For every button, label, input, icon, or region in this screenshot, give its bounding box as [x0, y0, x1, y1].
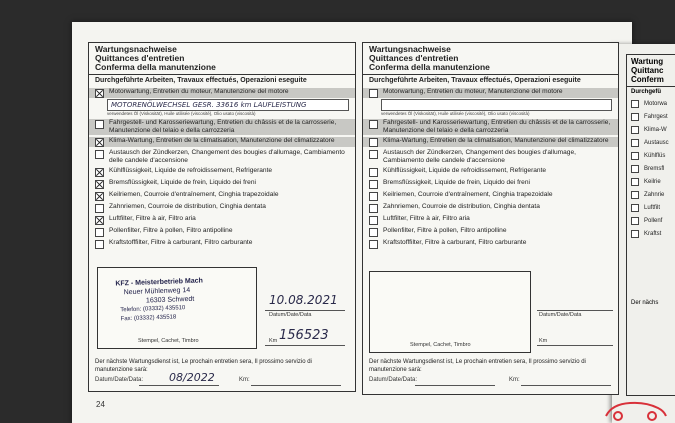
checkbox-icon[interactable]: [369, 216, 378, 225]
checkbox-icon: [631, 178, 639, 186]
edge-intro: Durchgefü: [631, 89, 661, 95]
card-title-de: Wartungsnachweise: [95, 44, 177, 54]
checkbox-icon[interactable]: [369, 240, 378, 249]
checklist-item[interactable]: [363, 137, 618, 147]
edge-item-label: Keilrie: [644, 178, 661, 185]
maintenance-card-blank: [362, 42, 619, 395]
edge-title-1: Wartung: [631, 57, 664, 66]
edge-item-label: Fahrgest: [644, 113, 668, 120]
checkbox-icon[interactable]: [369, 138, 378, 147]
edge-item-label: Austausc: [644, 139, 669, 146]
checklist-item-label: Pollenfilter, Filtre à pollen, Filtro antipolline: [383, 227, 507, 234]
checklist-item[interactable]: [363, 215, 618, 225]
checklist-item[interactable]: [89, 88, 355, 98]
checkbox-icon: [631, 139, 639, 147]
mileage: 156523: [279, 328, 329, 343]
booklet-right-page-edge: [612, 44, 675, 423]
checklist-item[interactable]: [363, 88, 618, 98]
workshop-stamp: [115, 276, 204, 324]
checklist-item[interactable]: [89, 239, 355, 249]
checklist-item[interactable]: [363, 167, 618, 177]
next-service-note: Der nächste Wartungsdienst ist, Le prochain entretien sera, Il prossimo servizio di manutenzione sarà:: [95, 359, 312, 373]
card-header: [363, 43, 618, 75]
edge-checklist-item: [627, 123, 675, 136]
card-title-it: Conferma della manutenzione: [95, 62, 216, 72]
checkbox-icon[interactable]: [95, 180, 104, 189]
checklist-item[interactable]: [89, 191, 355, 201]
edge-item-label: Zahnrie: [644, 191, 665, 198]
edge-item-label: Motorwa: [644, 100, 668, 107]
checkbox-icon[interactable]: [369, 89, 378, 98]
checkbox-icon[interactable]: [369, 204, 378, 213]
checklist-item-label: Pollenfilter, Filtre à pollen, Filtro antipolline: [109, 227, 233, 234]
edge-item-label: Kühlflüs: [644, 152, 666, 159]
edge-item-list: [627, 97, 675, 240]
km-label: Km: [269, 338, 278, 344]
checklist-item[interactable]: [89, 227, 355, 237]
edge-checklist-item: [627, 227, 675, 240]
checkbox-icon[interactable]: [369, 150, 378, 159]
checkbox-icon[interactable]: [369, 192, 378, 201]
checkbox-icon[interactable]: [369, 120, 378, 129]
car-logo-icon: [600, 394, 670, 422]
checkbox-icon: [631, 126, 639, 134]
checklist-item-label: Keilriemen, Courroie d'entraînement, Cinghia trapezoidale: [109, 191, 279, 198]
checklist-item[interactable]: [363, 239, 618, 249]
checkbox-icon[interactable]: [95, 240, 104, 249]
checklist-item-label: Zahnriemen, Courroie de distribution, Cinghia dentata: [383, 203, 540, 210]
checkbox-icon[interactable]: [95, 89, 104, 98]
checklist-item[interactable]: [363, 191, 618, 201]
checklist-item-label: Keilriemen, Courroie d'entraînement, Cinghia trapezoidale: [383, 191, 553, 198]
checklist-item[interactable]: [89, 137, 355, 147]
checklist-item-label: Klima-Wartung, Entretien de la climatisation, Manutenzione del climatizzatore: [109, 137, 335, 144]
checklist-item[interactable]: [363, 149, 618, 165]
checklist-item-label: Fahrgestell- und Karosseriewartung, Entretien du châssis et de la carrosserie, Manutenzione del telaio e della carrozzeria: [383, 119, 611, 134]
checkbox-icon: [631, 204, 639, 212]
checkbox-icon: [631, 165, 639, 173]
checklist-item[interactable]: [89, 179, 355, 189]
checklist-item-label: Kraftstofffilter, Filtre à carburant, Filtro carburante: [383, 239, 527, 246]
stamp-line-5: Fax: (03332) 435518: [120, 314, 177, 323]
checklist-item-label: Klima-Wartung, Entretien de la climatisation, Manutenzione del climatizzatore: [383, 137, 609, 144]
next-km-label: Km:: [509, 377, 520, 383]
oil-entry-field: MOTORENÖLWECHSEL GESR. 33616 km LAUFLEISTUNG: [107, 99, 349, 111]
edge-footer: Der nächs: [631, 300, 659, 306]
checkbox-icon[interactable]: [95, 228, 104, 237]
checkbox-icon[interactable]: [369, 168, 378, 177]
checklist-item-label: Motorwartung, Entretien du moteur, Manutenzione del motore: [383, 88, 563, 95]
date-label: Datum/Date/Data: [539, 312, 582, 318]
checkbox-icon: [631, 191, 639, 199]
checklist-item[interactable]: [89, 203, 355, 213]
checkbox-icon: [631, 217, 639, 225]
stamp-area: [97, 267, 257, 349]
stamp-line-4: Telefon: (03332) 435510: [120, 305, 186, 314]
oil-viscosity-note: verwendetes Öl (Viskosität), Huile utilisée (viscosité), Olio usato (viscosità): [381, 111, 530, 116]
checklist-item-label: Fahrgestell- und Karosseriewartung, Entretien du châssis et de la carrosserie, Manutenzione del telaio e della carrozzeria: [109, 119, 337, 134]
checkbox-icon[interactable]: [95, 138, 104, 147]
next-date-label: Datum/Date/Data:: [95, 377, 144, 383]
checklist-item[interactable]: [89, 149, 355, 165]
checklist: [363, 88, 618, 249]
checklist-item-label: Motorwartung, Entretien du moteur, Manutenzione del motore: [109, 88, 289, 95]
checkbox-icon[interactable]: [95, 192, 104, 201]
edge-title-2: Quittanc: [631, 66, 664, 75]
checkbox-icon: [631, 113, 639, 121]
stamp-line-2: Neuer Mühlenweg 14: [123, 286, 191, 297]
checklist-item-label: Bremsflüssigkeit, Liquide de frein, Liquido dei freni: [383, 179, 530, 186]
edge-item-label: Klima-W: [644, 126, 667, 133]
edge-checklist-item: [627, 214, 675, 227]
card-title-fr: Quittances d'entretien: [369, 53, 459, 63]
checklist-item-label: Kühlflüssigkeit, Liquide de refroidissement, Refrigerante: [109, 167, 273, 174]
checklist-item-label: Kühlflüssigkeit, Liquide de refroidissement, Refrigerante: [383, 167, 547, 174]
checklist-item-label: Luftfilter, Filtre à air, Filtro aria: [109, 215, 196, 222]
checkbox-icon[interactable]: [95, 204, 104, 213]
checklist-item[interactable]: [89, 119, 355, 135]
next-service-note: Der nächste Wartungsdienst ist, Le prochain entretien sera, Il prossimo servizio di manutenzione sarà:: [369, 359, 586, 373]
card-title-de: Wartungsnachweise: [369, 44, 451, 54]
stamp-line-1: KFZ - Meisterbetrieb Mach: [115, 277, 203, 288]
edge-checklist-item: [627, 149, 675, 162]
next-km-label: Km:: [239, 377, 250, 383]
service-date: 10.08.2021: [269, 293, 338, 307]
stamp-caption: Stempel, Cachet, Timbro: [410, 342, 471, 348]
oil-viscosity-note: verwendetes Öl (Viskosität), Huile utilisée (viscosité), Olio usato (viscosità): [107, 111, 256, 116]
oil-entry-field: [381, 99, 612, 111]
stamp-line-3: 16303 Schwedt: [145, 295, 195, 305]
stamp-caption: Stempel, Cachet, Timbro: [138, 338, 199, 344]
checklist-item[interactable]: [363, 203, 618, 213]
checklist-item-label: Luftfilter, Filtre à air, Filtro aria: [383, 215, 470, 222]
checklist-item-label: Austausch der Zündkerzen, Changement des bougies d'allumage, Cambiamento delle candele d'accensione: [109, 149, 345, 164]
edge-checklist-item: [627, 188, 675, 201]
checkbox-icon[interactable]: [95, 168, 104, 177]
checklist-item[interactable]: [363, 227, 618, 237]
stamp-area: [369, 271, 531, 353]
card-header: [89, 43, 355, 75]
work-performed-heading: Durchgeführte Arbeiten, Travaux effectués, Operazioni eseguite: [95, 77, 307, 84]
checkbox-icon: [631, 100, 639, 108]
checklist-item-label: Kraftstofffilter, Filtre à carburant, Filtro carburante: [109, 239, 253, 246]
checkbox-icon[interactable]: [95, 216, 104, 225]
edge-checklist-item: [627, 175, 675, 188]
edge-item-label: Pollenf: [644, 217, 663, 224]
next-date-label: Datum/Date/Data:: [369, 377, 418, 383]
edge-title-3: Conferm: [631, 75, 664, 84]
edge-item-label: Bremsfl: [644, 165, 665, 172]
checkbox-icon[interactable]: [369, 228, 378, 237]
checklist-item-label: Bremsflüssigkeit, Liquide de frein, Liquido dei freni: [109, 179, 256, 186]
checklist: [89, 88, 355, 249]
page-number: 24: [96, 400, 105, 409]
card-title-it: Conferma della manutenzione: [369, 62, 490, 72]
work-performed-heading: Durchgeführte Arbeiten, Travaux effectués, Operazioni eseguite: [369, 77, 581, 84]
checklist-item-label: Zahnriemen, Courroie de distribution, Cinghia dentata: [109, 203, 266, 210]
edge-checklist-item: [627, 201, 675, 214]
checkbox-icon: [631, 230, 639, 238]
edge-checklist-item: [627, 136, 675, 149]
km-label: Km: [539, 338, 548, 344]
edge-checklist-item: [627, 110, 675, 123]
maintenance-card-filled: [88, 42, 356, 392]
checkbox-icon[interactable]: [369, 180, 378, 189]
card-title-fr: Quittances d'entretien: [95, 53, 185, 63]
checkbox-icon: [631, 152, 639, 160]
checkbox-icon[interactable]: [95, 120, 104, 129]
edge-item-label: Luftfilt: [644, 204, 661, 211]
next-service-date: 08/2022: [169, 371, 215, 384]
checkbox-icon[interactable]: [95, 150, 104, 159]
checklist-item[interactable]: [89, 167, 355, 177]
checklist-item-label: Austausch der Zündkerzen, Changement des bougies d'allumage, Cambiamento delle candele d'accensione: [383, 149, 576, 164]
checklist-item[interactable]: [363, 119, 618, 135]
checklist-item[interactable]: [89, 215, 355, 225]
date-label: Datum/Date/Data: [269, 312, 312, 318]
edge-checklist-item: [627, 162, 675, 175]
edge-checklist-item: [627, 97, 675, 110]
checklist-item[interactable]: [363, 179, 618, 189]
edge-item-label: Kraftst: [644, 230, 662, 237]
